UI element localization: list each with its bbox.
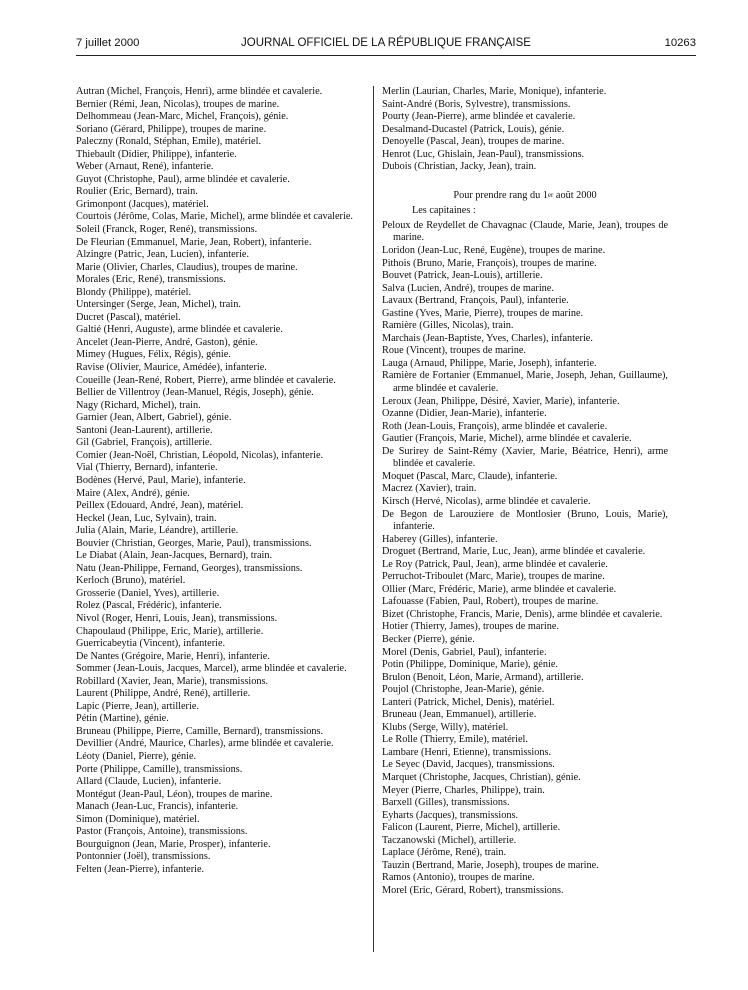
list-item: Pourty (Jean-Pierre), arme blindée et cavalerie. (382, 111, 576, 123)
column-divider (373, 86, 374, 952)
list-item: Ozanne (Didier, Jean-Marie), infanterie. (382, 408, 547, 420)
list-item: Ravise (Olivier, Maurice, Amédée), infanterie. (76, 362, 267, 374)
list-item: Garnier (Jean, Albert, Gabriel), génie. (76, 412, 232, 424)
list-item: De Surirey de Saint-Rémy (Xavier, Marie, Béatrice, Henri), arme blindée et cavalerie. (382, 445, 668, 470)
list-item: Droguet (Bertrand, Marie, Luc, Jean), arme blindée et cavalerie. (382, 546, 646, 558)
list-item: Sommer (Jean-Louis, Jacques, Marcel), arme blindée et cavalerie. (76, 663, 347, 675)
list-item: Ancelet (Jean-Pierre, André, Gaston), génie. (76, 336, 258, 348)
list-item: Roulier (Eric, Bernard), train. (76, 186, 198, 198)
list-item: Lauga (Arnaud, Philippe, Marie, Joseph), infanterie. (382, 357, 597, 369)
list-item: Kirsch (Hervé, Nicolas), arme blindée et cavalerie. (382, 495, 591, 507)
list-item: Lambare (Henri, Etienne), transmissions. (382, 746, 552, 758)
list-item: Grimonpont (Jacques), matériel. (76, 198, 209, 210)
list-item: Pithois (Bruno, Marie, François), troupes de marine. (382, 257, 597, 269)
list-item: Bouvet (Patrick, Jean-Louis), artillerie. (382, 270, 543, 282)
list-item: Peillex (Edouard, André, Jean), matériel. (76, 500, 244, 512)
list-item: Ducret (Pascal), matériel. (76, 311, 181, 323)
list-item: Autran (Michel, François, Henri), arme blindée et cavalerie. (76, 86, 323, 97)
list-item: Untersinger (Serge, Jean, Michel), train. (76, 299, 241, 311)
list-item: Bouvier (Christian, Georges, Marie, Paul), transmissions. (76, 537, 312, 549)
list-item: Lavaux (Bertrand, François, Paul), infanterie. (382, 295, 569, 307)
list-item: Bernier (Rémi, Jean, Nicolas), troupes de marine. (76, 98, 280, 110)
list-item: Montégut (Jean-Paul, Léon), troupes de marine. (76, 788, 273, 800)
list-item: Robillard (Xavier, Jean, Marie), transmissions. (76, 675, 269, 687)
list-item: Heckel (Jean, Luc, Sylvain), train. (76, 512, 217, 524)
list-item: Gastine (Yves, Marie, Pierre), troupes de marine. (382, 307, 584, 319)
list-item: Eyharts (Jacques), transmissions. (382, 809, 519, 821)
list-item: Haberey (Gilles), infanterie. (382, 533, 498, 545)
list-item: Rolez (Pascal, Frédéric), infanterie. (76, 600, 222, 612)
list-item: Perruchot-Triboulet (Marc, Marie), troupes de marine. (382, 571, 605, 583)
right-column-top-list (382, 86, 668, 174)
list-item: Hotier (Thierry, James), troupes de marine. (382, 621, 559, 633)
list-item: Nivol (Roger, Henri, Louis, Jean), transmissions. (76, 612, 278, 624)
list-item: Salva (Lucien, André), troupes de marine. (382, 282, 554, 294)
list-item: Bruneau (Philippe, Pierre, Camille, Bernard), transmissions. (76, 725, 324, 737)
list-item: Becker (Pierre), génie. (382, 633, 475, 645)
list-item: Le Roy (Patrick, Paul, Jean), arme blindée et cavalerie. (382, 558, 608, 570)
list-item: Bruneau (Jean, Emmanuel), artillerie. (382, 709, 537, 721)
list-item: Poujol (Christophe, Jean-Marie), génie. (382, 684, 545, 696)
list-item: Gautier (François, Marie, Michel), arme blindée et cavalerie. (382, 433, 632, 445)
list-item: Guyot (Christophe, Paul), arme blindée et cavalerie. (76, 173, 290, 185)
list-item: Le Rolle (Thierry, Emile), matériel. (382, 734, 528, 746)
list-item: Nagy (Richard, Michel), train. (76, 399, 201, 411)
section-subheading: Les capitaines : (412, 205, 476, 217)
list-item: Pétin (Martine), génie. (76, 713, 169, 725)
list-item: Moquet (Pascal, Marc, Claude), infanterie. (382, 470, 558, 482)
running-header (76, 37, 696, 55)
list-item: Loridon (Jean-Luc, René, Eugène), troupes de marine. (382, 245, 606, 257)
list-item: Roth (Jean-Louis, François), arme blindée et cavalerie. (382, 420, 608, 432)
list-item: Ramière (Gilles, Nicolas), train. (382, 320, 514, 332)
list-item: Ramos (Antonio), troupes de marine. (382, 872, 535, 884)
list-item: Courtois (Jérôme, Colas, Marie, Michel), arme blindée et cavalerie. (76, 211, 353, 223)
list-item: Tauzin (Bertrand, Marie, Joseph), troupes de marine. (382, 859, 599, 871)
list-item: Denoyelle (Pascal, Jean), troupes de marine. (382, 136, 565, 148)
list-item: Pastor (François, Antoine), transmissions. (76, 826, 248, 838)
list-item: Morel (Denis, Gabriel, Paul), infanterie. (382, 646, 547, 658)
list-item: Manach (Jean-Luc, Francis), infanterie. (76, 801, 239, 813)
section-heading: Pour prendre rang du 1er août 2000 (453, 189, 597, 201)
list-item: Roue (Vincent), troupes de marine. (382, 345, 526, 357)
list-item: Leroux (Jean, Philippe, Désiré, Xavier, Marie), infanterie. (382, 395, 620, 407)
list-item: Merlin (Laurian, Charles, Marie, Monique), infanterie. (382, 86, 607, 97)
list-item: Bizet (Christophe, Francis, Marie, Denis), arme blindée et cavalerie. (382, 608, 663, 620)
list-item: Morel (Eric, Gérard, Robert), transmissions. (382, 884, 564, 896)
list-item: Allard (Claude, Lucien), infanterie. (76, 776, 222, 788)
list-item: Grosserie (Daniel, Yves), artillerie. (76, 587, 220, 599)
list-item: Peloux de Reydellet de Chavagnac (Claude, Marie, Jean), troupes de marine. (382, 219, 668, 244)
list-item: Dubois (Christian, Jacky, Jean), train. (382, 161, 537, 173)
list-item: Le Seyec (David, Jacques), transmissions. (382, 759, 555, 771)
list-item: Comier (Jean-Noël, Christian, Léopold, Nicolas), infanterie. (76, 449, 324, 461)
journal-title: JOURNAL OFFICIEL DE LA RÉPUBLIQUE FRANÇAISE (241, 37, 531, 49)
list-item: Kerloch (Bruno), matériel. (76, 575, 186, 587)
list-item: Devillier (André, Maurice, Charles), arme blindée et cavalerie. (76, 738, 334, 750)
list-item: Taczanowski (Michel), artillerie. (382, 834, 517, 846)
list-item: Brulon (Benoit, Léon, Marie, Armand), artillerie. (382, 671, 584, 683)
list-item: Potin (Philippe, Dominique, Marie), génie. (382, 659, 558, 671)
list-item: Marie (Olivier, Charles, Claudius), troupes de marine. (76, 261, 298, 273)
list-item: Le Diabat (Alain, Jean-Jacques, Bernard), train. (76, 550, 273, 562)
section-gap (382, 174, 668, 186)
list-item: Falicon (Laurent, Pierre, Michel), artillerie. (382, 822, 561, 834)
list-item: De Begon de Larouziere de Montlosier (Bruno, Louis, Marie), infanterie. (382, 508, 668, 533)
list-item: Blondy (Philippe), matériel. (76, 286, 192, 298)
list-item: Henrot (Luc, Ghislain, Jean-Paul), transmissions. (382, 148, 585, 160)
right-column (382, 86, 668, 897)
list-item: Thiebault (Didier, Philippe), infanterie. (76, 148, 237, 160)
list-item: Lafouasse (Fabien, Paul, Robert), troupes de marine. (382, 596, 599, 608)
list-item: Morales (Eric, René), transmissions. (76, 274, 226, 286)
list-item: Galtié (Henri, Auguste), arme blindée et cavalerie. (76, 324, 283, 336)
list-item: Alzingre (Patric, Jean, Lucien), infanterie. (76, 249, 250, 261)
list-item: Soleil (Franck, Roger, René), transmissions. (76, 224, 258, 236)
list-item: Macrez (Xavier), train. (382, 483, 477, 495)
list-item: Gil (Gabriel, François), artillerie. (76, 437, 213, 449)
list-item: Chapoulaud (Philippe, Eric, Marie), artillerie. (76, 625, 264, 637)
issue-date: 7 juillet 2000 (76, 37, 140, 49)
list-item: Ollier (Marc, Frédéric, Marie), arme blindée et cavalerie. (382, 583, 617, 595)
list-item: Delhommeau (Jean-Marc, Michel, François), génie. (76, 111, 289, 123)
list-item: De Nantes (Grégoire, Marie, Henri), infanterie. (76, 650, 270, 662)
list-item: Porte (Philippe, Camille), transmissions. (76, 763, 243, 775)
list-item: Pontonnier (Joël), transmissions. (76, 851, 211, 863)
list-item: Weber (Arnaut, René), infanterie. (76, 161, 214, 173)
list-item: Bourguignon (Jean, Marie, Prosper), infanterie. (76, 838, 271, 850)
list-item: Mimey (Hugues, Félix, Régis), génie. (76, 349, 231, 361)
list-item: Soriano (Gérard, Philippe), troupes de marine. (76, 123, 267, 135)
list-item: Paleczny (Ronald, Stéphan, Emile), matériel. (76, 136, 262, 148)
list-item: De Fleurian (Emmanuel, Marie, Jean, Robert), infanterie. (76, 236, 312, 248)
header-rule (76, 55, 696, 56)
list-item: Felten (Jean-Pierre), infanterie. (76, 863, 205, 875)
list-item: Saint-André (Boris, Sylvestre), transmissions. (382, 98, 571, 110)
list-item: Meyer (Pierre, Charles, Philippe), train. (382, 784, 545, 796)
list-item: Desalmand-Ducastel (Patrick, Louis), génie. (382, 123, 565, 135)
list-item: Vial (Thierry, Bernard), infanterie. (76, 462, 218, 474)
list-item: Marquet (Christophe, Jacques, Christian), génie. (382, 771, 581, 783)
list-item: Simon (Dominique), matériel. (76, 813, 200, 825)
list-item: Ramière de Fortanier (Emmanuel, Marie, Joseph, Jehan, Guillaume), arme blindée et cavalerie. (382, 370, 668, 395)
list-item: Julia (Alain, Marie, Léandre), artillerie. (76, 525, 239, 537)
right-column-bottom-list (382, 220, 668, 898)
list-item: Maire (Alex, André), génie. (76, 487, 190, 499)
list-item: Bellier de Villentroy (Jean-Manuel, Régis, Joseph), génie. (76, 387, 314, 399)
list-item: Léoty (Daniel, Pierre), génie. (76, 750, 197, 762)
left-column (76, 86, 366, 876)
page-number: 10263 (664, 37, 696, 49)
list-item: Natu (Jean-Philippe, Fernand, Georges), transmissions. (76, 562, 303, 574)
list-item: Laurent (Philippe, André, René), artillerie. (76, 688, 251, 700)
list-item: Santoni (Jean-Laurent), artillerie. (76, 424, 213, 436)
list-item: Coueille (Jean-René, Robert, Pierre), arme blindée et cavalerie. (76, 374, 336, 386)
list-item: Laplace (Jérôme, René), train. (382, 847, 507, 859)
list-item: Bodènes (Hervé, Paul, Marie), infanterie. (76, 474, 246, 486)
list-item: Guerricabeytia (Vincent), infanterie. (76, 638, 226, 650)
list-item: Marchais (Jean-Baptiste, Yves, Charles), infanterie. (382, 332, 593, 344)
list-item: Barxell (Gilles), transmissions. (382, 797, 510, 809)
list-item: Lapic (Pierre, Jean), artillerie. (76, 700, 199, 712)
list-item: Lanteri (Patrick, Michel, Denis), matériel. (382, 696, 555, 708)
list-item: Klubs (Serge, Willy), matériel. (382, 721, 509, 733)
